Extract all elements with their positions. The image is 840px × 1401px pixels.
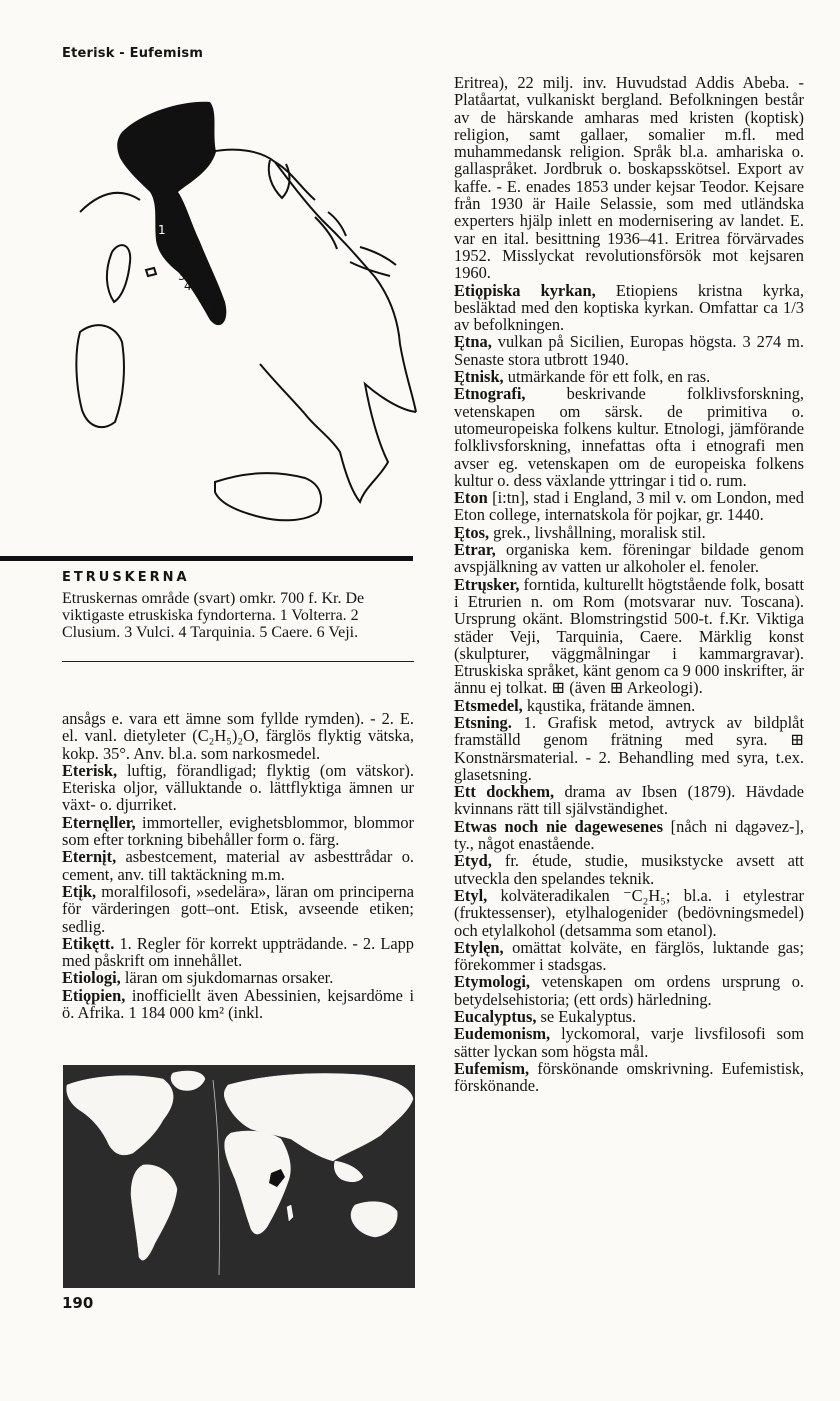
entry-etna: Ętna, vulkan på Sicilien, Europas högsta. 3 274 m. Senaste stora utbrott 1940.	[454, 332, 804, 369]
caption-text: Etruskernas område (svart) omkr. 700 f. Kr. De viktigaste etruskiska fyndorterna. 1 Volterra. 2 Clusium. 3 Vulci. 4 Tarquinia. 5 Caere. 6 Veji.	[62, 590, 365, 641]
etruscan-territory	[117, 102, 226, 325]
peninsula-south	[260, 364, 416, 502]
entry-eterneller: Eternęller, immorteller, evighetsblommor, blommor som efter torkning bibehåller form o. färg.	[62, 812, 414, 850]
sardinia	[76, 325, 124, 427]
world-map	[63, 1065, 415, 1288]
adriatic-coast	[275, 162, 416, 412]
entry-etyl: Etyl, kolväteradikalen ⁻C₂H₅; bl.a. i etylestrar (fruktessenser), etylhalogenider (bedövningsmedel) och etylalkohol (detsamma som etanol).	[454, 885, 804, 940]
right-column	[454, 74, 804, 1095]
running-head: Eterisk - Eufemism	[62, 46, 204, 61]
site-label-2: 2	[198, 257, 206, 271]
entry-etiopien-continued: Eritrea), 22 milj. inv. Huvudstad Addis Abeba. - Platåartat, vulkaniskt bergland. Befolkningen består av de härskande amharas med kristen (koptisk) religion, samt gallaer, somalier m.fl. med muhammedansk religion. Språk bl.a. amhariska o. gallaspråket. Jordbruk o. boskapsskötsel. Export av kaffe. - E. enades 1853 under kejsar Teodor. Kejsare från 1930 är Haile Selassie, som med utländska experters hjälp inlett en modernisering av landet. E. var en ital. besittning 1936–41. Eritrea förvärvades 1952. Misslyckat revolutionsförsök mot kejsaren 1960.	[454, 73, 804, 283]
entry-etrar: Etrar, organiska kem. föreningar bildade genom avspjälkning av vatten ur alkoholer el. fenoler.	[454, 540, 804, 577]
entry-etymologi: Etymologi, vetenskapen om ordens ursprung o. betydelsehistoria; (ett ords) härledning.	[454, 972, 804, 1009]
entry-eterisk: Eterisk, luftig, förandligad; flyktig (om vätskor). Eteriska oljor, välluktande o. lättflyktiga ämnen ur växt- o. djurriket.	[62, 760, 414, 815]
entry-eton: Eton [i:tn], stad i England, 3 mil v. om London, med Eton college, internatskola för pojkar, gr. 1440.	[454, 488, 804, 525]
dalmatian-islands	[315, 212, 396, 276]
entry-etik: Etįk, moralfilosofi, »sedelära», läran om principerna för värderingen gott–ont. Etisk, avseende etiken; sedlig.	[62, 881, 414, 936]
entry-etiopiska-kyrkan: Etiǫpiska kyrkan, Etiopiens kristna kyrka, besläktad med den koptiska kyrkan. Omfattar ca 1/3 av befolkningen.	[454, 280, 804, 335]
left-column	[62, 710, 414, 1021]
entry-etos: Ętos, grek., livshållning, moralisk stil.	[454, 522, 706, 542]
etruscan-map	[60, 92, 420, 552]
entry-etyd: Etyd, fr. étude, studie, musikstycke avsett att utveckla den spelandes teknik.	[454, 851, 804, 888]
entry-etrusker: Etrųsker, forntida, kulturellt högtstående folk, bosatt i Etrurien n. om Rom (motsvarar nuv. Toscana). Ursprung okänt. Blomstringstid 500-t. f.Kr. Viktiga städer Veji, Tarquinia, Caere. Märklig konst (skulpturer, väggmålningar i kammargravar). Etruskiska språket, känt genom ca 9 000 inskrifter, är ännu ej tolkat. ⊞ (även ⊞ Arkeologi).	[454, 574, 804, 698]
entry-etwas: Etwas noch nie dagewesenes [nåch ni dągəvez-], ty., något enastående.	[454, 816, 804, 854]
site-label-1: 1	[158, 223, 166, 237]
entry-eufemism: Eufemism, förskönande omskrivning. Eufemistisk, förskönande.	[454, 1058, 804, 1096]
caption-divider	[62, 661, 414, 662]
entry-ett-dockhem: Ett dockhem, drama av Ibsen (1879). Hävdade kvinnans rätt till självständighet.	[454, 782, 804, 819]
page-number: 190	[62, 1294, 94, 1312]
entry-etnografi: Etnografi, beskrivande folklivsforskning, vetenskapen om särsk. de primitiva o. utomeuropeiska folkens kultur. Etnologi, jämförande folklivsforskning, innefattas ofta i etnografi men avser eg. vetenskapen om de europeiska folkens kultur o. dess växlande yttringar i tid o. rum.	[454, 384, 804, 490]
entry-ether-continued: ansågs e. vara ett ämne som fyllde rymden). - 2. E. el. vanl. dietyleter (C₂H₅)₂O, färglös flyktig vätska, kokp. 35°. Anv. bl.a. som narkosmedel.	[62, 709, 414, 763]
sicily	[215, 473, 321, 520]
entry-etsmedel: Etsmedel, kąustika, frätande ämnen.	[454, 695, 696, 715]
entry-etylen: Etylęn, omättat kolväte, en färglös, luktande gas; förekommer i stadsgas.	[454, 937, 804, 975]
entry-etiopien: Etiǫpien, inofficiellt även Abessinien, kejsardöme i ö. Afrika. 1 184 000 km² (inkl.	[62, 985, 414, 1023]
site-label-3: 3	[178, 269, 186, 283]
elba	[146, 268, 156, 276]
entry-eucalyptus: Eucalyptus, se Eukalyptus.	[454, 1007, 637, 1027]
entry-eternit: Eternįt, asbestcement, material av asbesttrådar o. cement, anv. till taktäckning m.m.	[62, 847, 414, 884]
section-rule	[0, 556, 413, 561]
caption-title: ETRUSKERNA	[62, 570, 190, 585]
entry-etsning: Etsning. 1. Grafisk metod, avtryck av bildplåt framställd genom frätning med syra. ⊞ Konstnärsmaterial. - 2. Behandling med syra, t.ex. glasetsning.	[454, 712, 804, 784]
entry-etiologi: Etiologi, läran om sjukdomarnas orsaker.	[62, 968, 334, 988]
site-label-5: 5	[198, 291, 206, 305]
entry-etikett: Etikętt. 1. Regler för korrekt uppträdande. - 2. Lapp med påskrift om innehållet.	[62, 933, 414, 971]
entry-etnisk: Ętnisk, utmärkande för ett folk, en ras.	[454, 367, 711, 387]
corsica	[107, 245, 130, 302]
site-label-4: 4	[184, 279, 192, 293]
entry-eudemonism: Eudemonism, lyckomoral, varje livsfilosofi som sätter lyckan som högsta mål.	[454, 1024, 804, 1061]
site-label-6: 6	[210, 299, 218, 313]
